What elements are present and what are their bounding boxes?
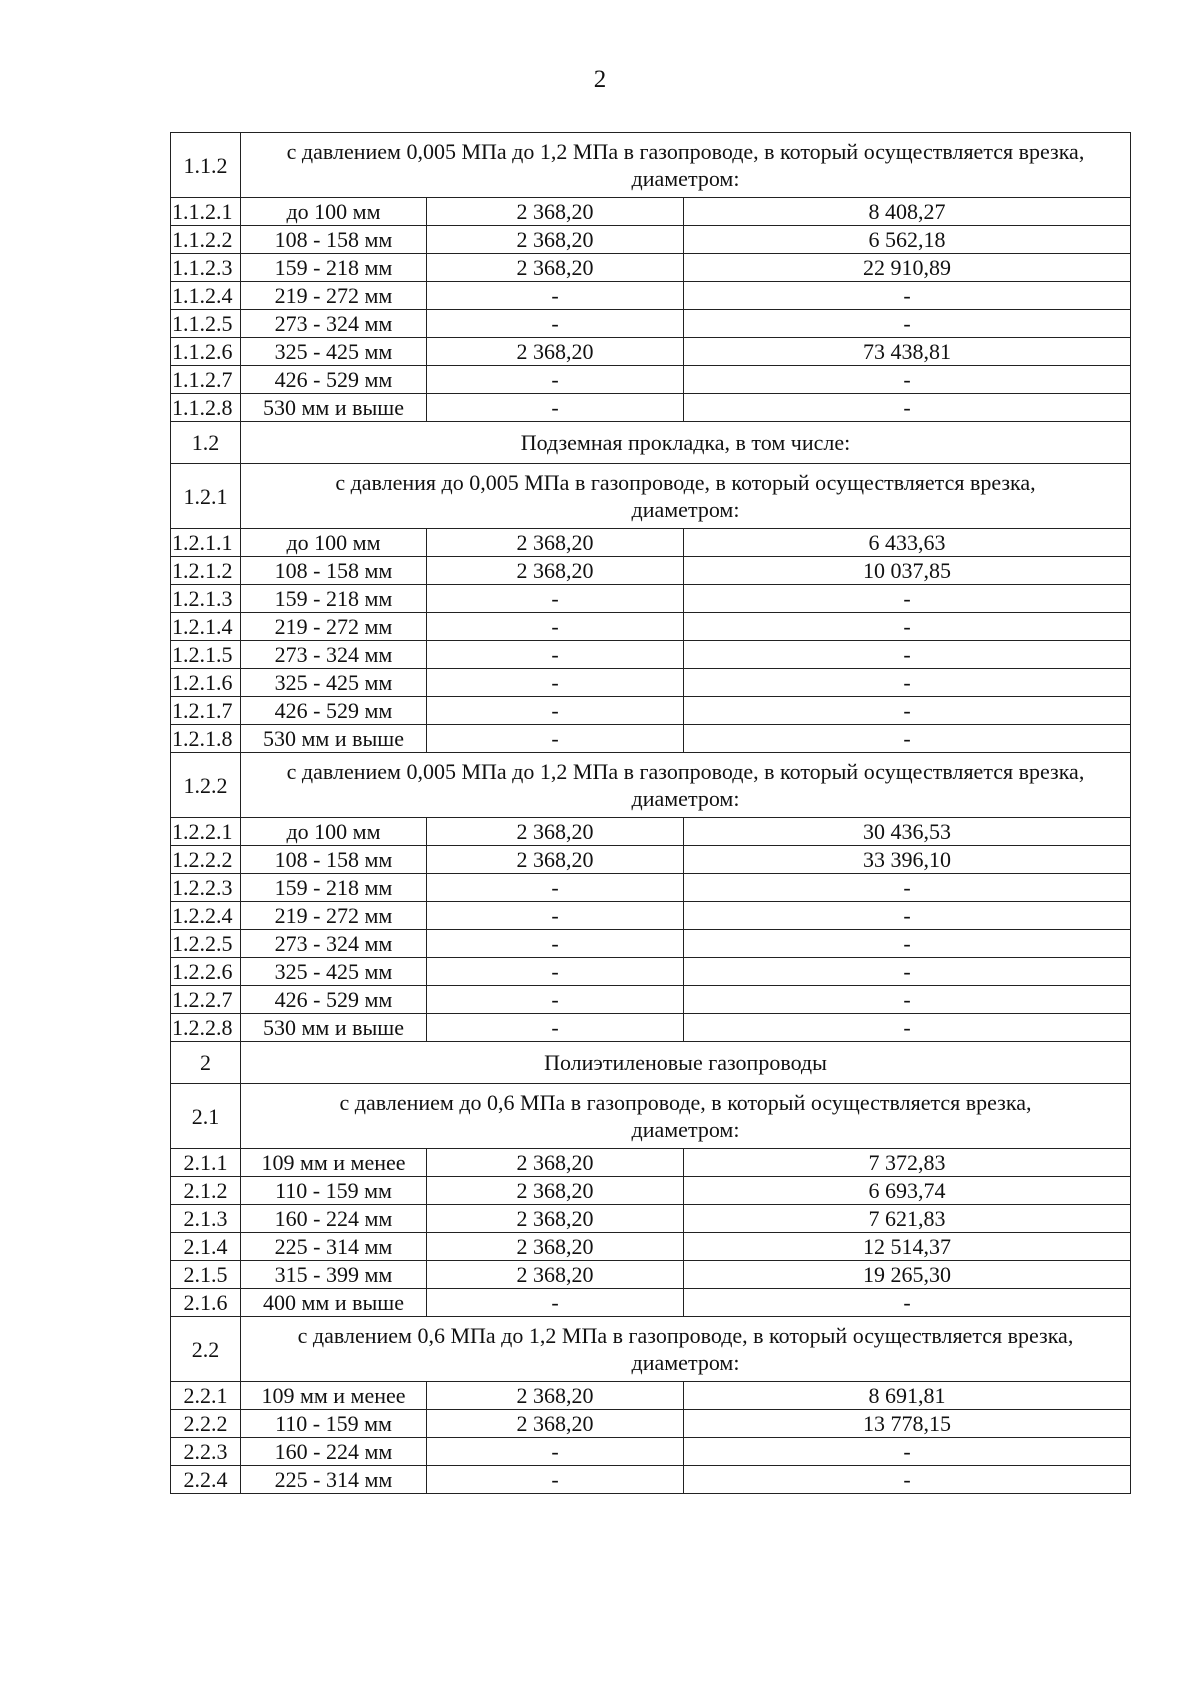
row-diameter: 219 - 272 мм — [241, 613, 427, 641]
row-value-2: - — [684, 958, 1131, 986]
row-diameter: 110 - 159 мм — [241, 1410, 427, 1438]
row-value-2: 6 433,63 — [684, 529, 1131, 557]
row-code: 1.1.2.4 — [171, 282, 241, 310]
row-value-2: - — [684, 585, 1131, 613]
row-value-1: - — [427, 394, 684, 422]
row-value-1: 2 368,20 — [427, 557, 684, 585]
row-value-2: - — [684, 613, 1131, 641]
row-code: 1.1.2.3 — [171, 254, 241, 282]
row-diameter: до 100 мм — [241, 818, 427, 846]
row-value-2: 19 265,30 — [684, 1261, 1131, 1289]
row-value-1: 2 368,20 — [427, 1177, 684, 1205]
subsection-row — [171, 1317, 1131, 1382]
row-value-1: - — [427, 986, 684, 1014]
table-row — [171, 874, 1131, 902]
row-value-2: 6 693,74 — [684, 1177, 1131, 1205]
row-value-1: - — [427, 1466, 684, 1494]
row-diameter: 159 - 218 мм — [241, 585, 427, 613]
row-code: 1.2.1.7 — [171, 697, 241, 725]
subsection-title — [241, 753, 1131, 818]
subsection-title-line-2: диаметром: — [631, 497, 740, 522]
subsection-title — [241, 133, 1131, 198]
row-value-2: - — [684, 310, 1131, 338]
row-value-2: - — [684, 874, 1131, 902]
row-diameter: 109 мм и менее — [241, 1149, 427, 1177]
table-row — [171, 818, 1131, 846]
row-value-1: - — [427, 641, 684, 669]
row-diameter: 108 - 158 мм — [241, 557, 427, 585]
row-code: 2.2.3 — [171, 1438, 241, 1466]
row-value-1: 2 368,20 — [427, 254, 684, 282]
row-code: 1.2.1.3 — [171, 585, 241, 613]
row-code: 1.1.2.2 — [171, 226, 241, 254]
row-value-1: 2 368,20 — [427, 1410, 684, 1438]
row-code: 1.2.1.8 — [171, 725, 241, 753]
subsection-title-line-1: с давлением 0,005 МПа до 1,2 МПа в газопроводе, в который осуществляется врезка, — [286, 759, 1085, 784]
row-value-2: - — [684, 282, 1131, 310]
row-diameter: 315 - 399 мм — [241, 1261, 427, 1289]
row-code: 1.2.1.5 — [171, 641, 241, 669]
row-value-2: - — [684, 1438, 1131, 1466]
subsection-code: 1.2.2 — [171, 753, 241, 818]
subsection-title — [241, 464, 1131, 529]
table-row — [171, 1233, 1131, 1261]
row-code: 2.1.1 — [171, 1149, 241, 1177]
row-value-2: - — [684, 669, 1131, 697]
table-row — [171, 1438, 1131, 1466]
row-code: 1.2.1.2 — [171, 557, 241, 585]
row-code: 1.2.2.5 — [171, 930, 241, 958]
table-row — [171, 529, 1131, 557]
row-diameter: 273 - 324 мм — [241, 641, 427, 669]
row-code: 1.1.2.5 — [171, 310, 241, 338]
row-value-2: 7 372,83 — [684, 1149, 1131, 1177]
row-value-2: 33 396,10 — [684, 846, 1131, 874]
row-diameter: до 100 мм — [241, 529, 427, 557]
table-row — [171, 1177, 1131, 1205]
row-code: 1.1.2.8 — [171, 394, 241, 422]
table-row — [171, 1014, 1131, 1042]
row-value-1: - — [427, 1289, 684, 1317]
row-diameter: 426 - 529 мм — [241, 986, 427, 1014]
row-code: 2.2.2 — [171, 1410, 241, 1438]
row-code: 2.1.3 — [171, 1205, 241, 1233]
row-diameter: 273 - 324 мм — [241, 310, 427, 338]
row-value-1: 2 368,20 — [427, 338, 684, 366]
row-value-1: - — [427, 669, 684, 697]
row-value-1: - — [427, 902, 684, 930]
subsection-title-line-1: с давлением до 0,6 МПа в газопроводе, в который осуществляется врезка, — [339, 1090, 1032, 1115]
row-code: 1.2.2.1 — [171, 818, 241, 846]
table-row — [171, 394, 1131, 422]
table-row — [171, 1149, 1131, 1177]
row-value-1: - — [427, 1014, 684, 1042]
row-diameter: 219 - 272 мм — [241, 902, 427, 930]
subsection-row — [171, 1084, 1131, 1149]
row-value-2: 13 778,15 — [684, 1410, 1131, 1438]
subsection-title-line-2: диаметром: — [631, 786, 740, 811]
row-value-2: 8 691,81 — [684, 1382, 1131, 1410]
row-code: 2.1.6 — [171, 1289, 241, 1317]
row-value-1: 2 368,20 — [427, 1233, 684, 1261]
table-row — [171, 641, 1131, 669]
row-value-1: 2 368,20 — [427, 1149, 684, 1177]
subsection-title-line-2: диаметром: — [631, 1117, 740, 1142]
table-row — [171, 902, 1131, 930]
row-diameter: 108 - 158 мм — [241, 846, 427, 874]
table-row — [171, 254, 1131, 282]
row-value-1: - — [427, 366, 684, 394]
row-diameter: 160 - 224 мм — [241, 1205, 427, 1233]
row-diameter: 219 - 272 мм — [241, 282, 427, 310]
table-row — [171, 1205, 1131, 1233]
row-diameter: 109 мм и менее — [241, 1382, 427, 1410]
row-value-2: - — [684, 697, 1131, 725]
row-code: 1.2.2.2 — [171, 846, 241, 874]
row-code: 2.1.2 — [171, 1177, 241, 1205]
page-number: 2 — [593, 66, 607, 93]
row-code: 2.2.1 — [171, 1382, 241, 1410]
subsection-title-line-1: с давления до 0,005 МПа в газопроводе, в который осуществляется врезка, — [335, 470, 1036, 495]
table-row — [171, 585, 1131, 613]
row-code: 1.2.1.6 — [171, 669, 241, 697]
table-row — [171, 958, 1131, 986]
row-diameter: 325 - 425 мм — [241, 958, 427, 986]
row-diameter: 400 мм и выше — [241, 1289, 427, 1317]
row-value-2: - — [684, 1466, 1131, 1494]
row-diameter: 159 - 218 мм — [241, 874, 427, 902]
table-row — [171, 338, 1131, 366]
table-row — [171, 226, 1131, 254]
row-value-2: 73 438,81 — [684, 338, 1131, 366]
subsection-title-line-2: диаметром: — [631, 166, 740, 191]
table-row — [171, 725, 1131, 753]
row-value-1: - — [427, 958, 684, 986]
table-row — [171, 557, 1131, 585]
row-diameter: 530 мм и выше — [241, 394, 427, 422]
row-code: 1.2.2.8 — [171, 1014, 241, 1042]
row-value-2: - — [684, 1014, 1131, 1042]
row-value-1: 2 368,20 — [427, 1261, 684, 1289]
row-diameter: 225 - 314 мм — [241, 1233, 427, 1261]
row-value-1: 2 368,20 — [427, 529, 684, 557]
row-diameter: 225 - 314 мм — [241, 1466, 427, 1494]
row-diameter: до 100 мм — [241, 198, 427, 226]
row-value-2: - — [684, 902, 1131, 930]
table-row — [171, 198, 1131, 226]
row-value-2: 10 037,85 — [684, 557, 1131, 585]
subsection-title — [241, 1084, 1131, 1149]
subsection-code: 1.1.2 — [171, 133, 241, 198]
row-code: 1.2.2.3 — [171, 874, 241, 902]
row-value-2: - — [684, 930, 1131, 958]
section-code: 1.2 — [171, 422, 241, 464]
row-value-2: - — [684, 986, 1131, 1014]
row-diameter: 159 - 218 мм — [241, 254, 427, 282]
row-value-1: - — [427, 310, 684, 338]
row-value-2: 7 621,83 — [684, 1205, 1131, 1233]
row-code: 2.1.5 — [171, 1261, 241, 1289]
row-value-1: - — [427, 697, 684, 725]
row-diameter: 108 - 158 мм — [241, 226, 427, 254]
section-title: Полиэтиленовые газопроводы — [241, 1042, 1131, 1084]
row-value-1: - — [427, 874, 684, 902]
row-diameter: 273 - 324 мм — [241, 930, 427, 958]
row-value-1: - — [427, 1438, 684, 1466]
row-value-2: 22 910,89 — [684, 254, 1131, 282]
row-value-1: 2 368,20 — [427, 198, 684, 226]
table-row — [171, 697, 1131, 725]
row-value-2: - — [684, 1289, 1131, 1317]
row-value-1: - — [427, 725, 684, 753]
row-value-2: - — [684, 394, 1131, 422]
row-code: 2.2.4 — [171, 1466, 241, 1494]
row-value-2: - — [684, 641, 1131, 669]
row-code: 1.2.1.4 — [171, 613, 241, 641]
table-row — [171, 1382, 1131, 1410]
row-code: 1.2.2.7 — [171, 986, 241, 1014]
table-row — [171, 613, 1131, 641]
row-value-2: 6 562,18 — [684, 226, 1131, 254]
row-code: 1.1.2.7 — [171, 366, 241, 394]
table-row — [171, 986, 1131, 1014]
row-diameter: 530 мм и выше — [241, 1014, 427, 1042]
table-row — [171, 669, 1131, 697]
table-row — [171, 1410, 1131, 1438]
subsection-title — [241, 1317, 1131, 1382]
row-value-1: - — [427, 930, 684, 958]
row-code: 1.2.2.4 — [171, 902, 241, 930]
row-diameter: 110 - 159 мм — [241, 1177, 427, 1205]
row-code: 1.1.2.6 — [171, 338, 241, 366]
subsection-title-line-1: с давлением 0,6 МПа до 1,2 МПа в газопроводе, в который осуществляется врезка, — [297, 1323, 1074, 1348]
row-diameter: 160 - 224 мм — [241, 1438, 427, 1466]
subsection-row — [171, 753, 1131, 818]
row-diameter: 325 - 425 мм — [241, 669, 427, 697]
table-row — [171, 310, 1131, 338]
subsection-title-line-1: с давлением 0,005 МПа до 1,2 МПа в газопроводе, в который осуществляется врезка, — [286, 139, 1085, 164]
table-row — [171, 1466, 1131, 1494]
row-value-1: 2 368,20 — [427, 818, 684, 846]
row-value-1: 2 368,20 — [427, 846, 684, 874]
table-row — [171, 1261, 1131, 1289]
row-diameter: 426 - 529 мм — [241, 697, 427, 725]
section-row — [171, 422, 1131, 464]
table-row — [171, 1289, 1131, 1317]
tariff-table-body — [171, 133, 1131, 1494]
row-value-2: 8 408,27 — [684, 198, 1131, 226]
row-value-1: - — [427, 282, 684, 310]
row-value-1: - — [427, 585, 684, 613]
table-row — [171, 846, 1131, 874]
table-row — [171, 930, 1131, 958]
subsection-code: 2.2 — [171, 1317, 241, 1382]
row-value-2: - — [684, 725, 1131, 753]
row-code: 1.2.1.1 — [171, 529, 241, 557]
row-value-1: 2 368,20 — [427, 1205, 684, 1233]
table-row — [171, 366, 1131, 394]
row-code: 1.1.2.1 — [171, 198, 241, 226]
subsection-row — [171, 133, 1131, 198]
subsection-code: 2.1 — [171, 1084, 241, 1149]
table-row — [171, 282, 1131, 310]
section-code: 2 — [171, 1042, 241, 1084]
row-code: 2.1.4 — [171, 1233, 241, 1261]
subsection-title-line-2: диаметром: — [631, 1350, 740, 1375]
row-value-1: 2 368,20 — [427, 226, 684, 254]
subsection-code: 1.2.1 — [171, 464, 241, 529]
section-row — [171, 1042, 1131, 1084]
row-value-2: 12 514,37 — [684, 1233, 1131, 1261]
row-diameter: 530 мм и выше — [241, 725, 427, 753]
row-diameter: 325 - 425 мм — [241, 338, 427, 366]
row-diameter: 426 - 529 мм — [241, 366, 427, 394]
row-value-2: - — [684, 366, 1131, 394]
row-value-1: 2 368,20 — [427, 1382, 684, 1410]
subsection-row — [171, 464, 1131, 529]
section-title: Подземная прокладка, в том числе: — [241, 422, 1131, 464]
tariff-table — [170, 132, 1131, 1494]
row-value-1: - — [427, 613, 684, 641]
row-code: 1.2.2.6 — [171, 958, 241, 986]
row-value-2: 30 436,53 — [684, 818, 1131, 846]
